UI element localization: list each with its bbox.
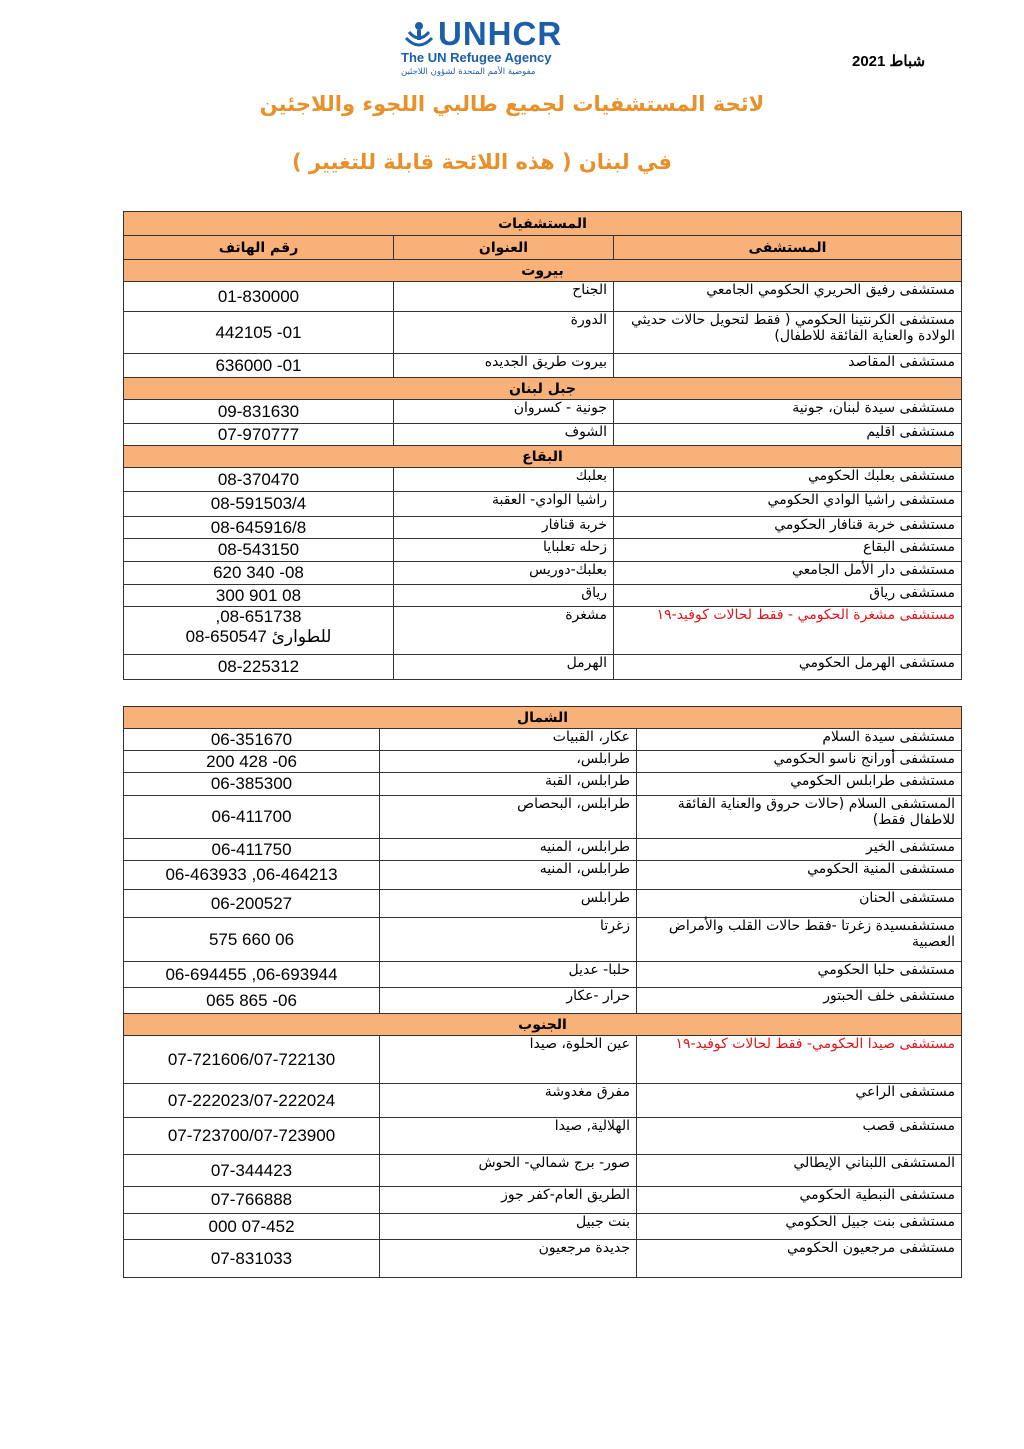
phone-cell	[124, 890, 380, 918]
phone-number: 06 660 575	[208, 929, 295, 949]
address-cell: مفرق مغدوشة	[380, 1084, 637, 1118]
section-title: الشمال	[124, 707, 962, 729]
hospital-name-cell: مستشفى النبطية الحكومي	[637, 1187, 962, 1214]
phone-cell	[124, 517, 394, 539]
address-cell: زغرتا	[380, 918, 637, 962]
section-row	[124, 446, 962, 468]
address-cell: زحله تعلبايا	[394, 539, 614, 562]
phone-number: 06- 428 200	[206, 751, 297, 771]
address-cell: عكار، القبيات	[380, 729, 637, 751]
phone-cell	[124, 861, 380, 890]
phone-number: 07-970777	[217, 424, 300, 444]
table-row	[124, 773, 962, 796]
phone-cell	[124, 796, 380, 839]
hospital-name-cell: مستشفى الحنان	[637, 890, 962, 918]
phone-number: 06-200527	[210, 893, 293, 913]
phone-number: 09-831630	[217, 401, 300, 421]
table-row	[124, 562, 962, 585]
section-title: جبل لبنان	[124, 378, 962, 400]
logo-wordmark: UNHCR	[438, 15, 563, 52]
address-cell: الطريق العام-كفر جوز	[380, 1187, 637, 1214]
address-cell: الشوف	[394, 424, 614, 446]
phone-number: 08-651738,	[215, 607, 302, 626]
phone-number: 08-591503/4	[210, 494, 307, 513]
phone-cell	[124, 1084, 380, 1118]
hospital-name-cell: مستشفى رياق	[614, 585, 962, 607]
hospital-name-cell: مستشفى اقليم	[614, 424, 962, 446]
phone-number: 08- 340 620	[213, 563, 304, 582]
section-row	[124, 260, 962, 282]
phone-cell	[124, 312, 394, 354]
phone-number: 06-385300	[210, 774, 293, 793]
table-row	[124, 1036, 962, 1084]
phone-number: 08-225312	[217, 657, 300, 676]
phone-number: 07-831033	[210, 1248, 293, 1268]
address-cell: مشغرة	[394, 607, 614, 655]
phone-number: 07-452 000	[208, 1216, 295, 1236]
hospital-name-cell: مستشفى المنية الحكومي	[637, 861, 962, 890]
unhcr-emblem-icon	[402, 18, 436, 52]
address-cell: طرابلس، المنيه	[380, 839, 637, 861]
table-row	[124, 312, 962, 354]
unhcr-logo	[398, 16, 578, 80]
phone-cell	[124, 962, 380, 988]
table-row	[124, 354, 962, 378]
hospital-name-cell: مستشفى بنت جبيل الحكومي	[637, 1214, 962, 1240]
address-cell: بيروت طريق الجديده	[394, 354, 614, 378]
phone-number: 08-645916/8	[210, 517, 307, 537]
address-cell: الجناح	[394, 282, 614, 312]
phone-number: 06-351670	[210, 729, 293, 749]
phone-cell	[124, 655, 394, 680]
phone-cell	[124, 1187, 380, 1214]
table-row	[124, 729, 962, 751]
table-row	[124, 400, 962, 424]
document-date: شباط 2021	[852, 53, 926, 70]
hospital-name-cell: مستشفى الكرنتينا الحكومي ( فقط لتحويل حالات حديثي الولادة والعناية الفائقة للاطفال)	[614, 312, 962, 354]
hospital-name-cell: مستشفى المقاصد	[614, 354, 962, 378]
table-caption: المستشفيات	[124, 212, 962, 236]
phone-cell	[124, 492, 394, 517]
document-title: لائحة المستشفيات لجميع طالبي اللجوء واللاجئين	[259, 92, 765, 116]
column-header-phone: رقم الهاتف	[124, 236, 394, 260]
phone-number: 07-344423	[210, 1160, 293, 1180]
phone-number: 06-693944, 06-694455	[165, 964, 338, 984]
address-cell: حلبا- عديل	[380, 962, 637, 988]
hospital-name-cell: مستشفى سيدة السلام	[637, 729, 962, 751]
section-row	[124, 707, 962, 729]
column-header-hospital: المستشفى	[614, 236, 962, 260]
phone-cell	[124, 918, 380, 962]
hospital-name-cell: مستشفى بعلبك الحكومي	[614, 468, 962, 492]
column-header-address: العنوان	[394, 236, 614, 260]
table-row	[124, 468, 962, 492]
table-row	[124, 796, 962, 839]
phone-number: 06- 865 065	[206, 990, 297, 1010]
address-cell: طرابلس	[380, 890, 637, 918]
section-row	[124, 378, 962, 400]
table-row	[124, 988, 962, 1014]
address-cell: جديدة مرجعيون	[380, 1240, 637, 1278]
table-row	[124, 1155, 962, 1187]
phone-number: 01- 636000	[215, 355, 302, 375]
phone-cell	[124, 400, 394, 424]
hospital-name-cell: مستشفى سيدة لبنان، جونية	[614, 400, 962, 424]
phone-cell	[124, 988, 380, 1014]
phone-number: 08-543150	[217, 540, 300, 559]
phone-cell	[124, 539, 394, 562]
address-cell: حرار -عكار	[380, 988, 637, 1014]
section-row	[124, 1014, 962, 1036]
document-subtitle: في لبنان ( هذه اللائحة قابلة للتغيير )	[292, 150, 672, 174]
phone-number: 08 901 300	[215, 585, 302, 605]
table-row	[124, 918, 962, 962]
hospital-name-cell: مستشفىسيدة زغرتا -فقط حالات القلب والأمراض العصبية	[637, 918, 962, 962]
hospital-name-cell: مستشفى البقاع	[614, 539, 962, 562]
address-cell: رياق	[394, 585, 614, 607]
phone-cell	[124, 424, 394, 446]
phone-cell	[124, 839, 380, 861]
hospital-name-cell: مستشفى طرابلس الحكومي	[637, 773, 962, 796]
table-row	[124, 1187, 962, 1214]
address-cell: راشيا الوادي- العقبة	[394, 492, 614, 517]
phone-number-emergency: 08-650547 للطوارئ	[185, 627, 332, 646]
table-row	[124, 492, 962, 517]
hospital-name-cell: مستشفى خلف الحبتور	[637, 988, 962, 1014]
table-row	[124, 424, 962, 446]
table-row	[124, 861, 962, 890]
phone-number: 07-723700/07-723900	[167, 1126, 336, 1145]
phone-cell	[124, 729, 380, 751]
address-cell: الهلالية, صيدا	[380, 1118, 637, 1155]
hospitals-table-1	[123, 211, 962, 680]
hospital-name-cell: مستشفى الراعي	[637, 1084, 962, 1118]
address-cell: عين الحلوة، صيدا	[380, 1036, 637, 1084]
logo-arabic-subtitle: مفوضية الأمم المتحدة لشؤون اللاجئين	[401, 67, 536, 77]
table-row	[124, 282, 962, 312]
address-cell: جونية - كسروان	[394, 400, 614, 424]
table-row	[124, 890, 962, 918]
phone-cell	[124, 1240, 380, 1278]
table-row	[124, 539, 962, 562]
phone-cell	[124, 1214, 380, 1240]
address-cell: صور- برج شمالي- الحوش	[380, 1155, 637, 1187]
hospital-name-cell: مستشفى راشيا الوادي الحكومي	[614, 492, 962, 517]
table-row	[124, 1214, 962, 1240]
table-row	[124, 1240, 962, 1278]
address-cell: خربة قنافار	[394, 517, 614, 539]
address-cell: طرابلس، المنيه	[380, 861, 637, 890]
address-cell: الدورة	[394, 312, 614, 354]
phone-cell	[124, 354, 394, 378]
address-cell: طرابلس، القبة	[380, 773, 637, 796]
phone-number: 07-721606/07-722130	[167, 1049, 336, 1069]
section-title: الجنوب	[124, 1014, 962, 1036]
table-row	[124, 517, 962, 539]
phone-cell	[124, 607, 394, 655]
phone-cell	[124, 751, 380, 773]
hospital-name-cell: مستشفى خربة قنافار الحكومي	[614, 517, 962, 539]
hospital-name-cell: مستشفى الهرمل الحكومي	[614, 655, 962, 680]
table-row	[124, 962, 962, 988]
phone-number: 06-464213, 06-463933	[165, 865, 338, 884]
phone-cell	[124, 1155, 380, 1187]
hospital-name-cell: مستشفى مرجعيون الحكومي	[637, 1240, 962, 1278]
hospital-name-cell: المستشفى السلام (حالات حروق والعناية الفائقة للاطفال فقط)	[637, 796, 962, 839]
phone-number: 08-370470	[217, 469, 300, 489]
table-row	[124, 751, 962, 773]
address-cell: بعلبك-دوريس	[394, 562, 614, 585]
phone-number: 01-830000	[217, 286, 300, 306]
phone-cell	[124, 282, 394, 312]
table-row	[124, 655, 962, 680]
address-cell: الهرمل	[394, 655, 614, 680]
hospital-name-cell: مستشفى صيدا الحكومي- فقط لحالات كوفيد-١٩	[637, 1036, 962, 1084]
hospital-name-cell: مستشفى مشغرة الحكومي - فقط لحالات كوفيد-١٩	[614, 607, 962, 655]
table-row	[124, 1084, 962, 1118]
hospital-name-cell: مستشفى الخير	[637, 839, 962, 861]
address-cell: طرابلس، البحصاص	[380, 796, 637, 839]
table-row	[124, 585, 962, 607]
phone-cell	[124, 562, 394, 585]
phone-number: 06-411700	[211, 807, 292, 826]
table-row	[124, 607, 962, 655]
phone-cell	[124, 773, 380, 796]
hospital-name-cell: مستشفى أورانج ناسو الحكومي	[637, 751, 962, 773]
table-row	[124, 839, 962, 861]
hospital-name-cell: مستشفى رفيق الحريري الحكومي الجامعي	[614, 282, 962, 312]
section-title: بيروت	[124, 260, 962, 282]
address-cell: طرابلس،	[380, 751, 637, 773]
phone-number: 07-766888	[210, 1190, 293, 1209]
phone-number: 06-411750	[211, 839, 292, 859]
hospital-name-cell: المستشفى اللبناني الإيطالي	[637, 1155, 962, 1187]
hospital-name-cell: مستشفى دار الأمل الجامعي	[614, 562, 962, 585]
phone-cell	[124, 1118, 380, 1155]
hospital-name-cell: مستشفى قصب	[637, 1118, 962, 1155]
table-row	[124, 1118, 962, 1155]
phone-cell	[124, 468, 394, 492]
address-cell: بنت جبيل	[380, 1214, 637, 1240]
section-title: البقاع	[124, 446, 962, 468]
phone-number: 07-222023/07-222024	[167, 1090, 336, 1110]
hospitals-table-2	[123, 706, 962, 1278]
phone-number: 01- 442105	[215, 322, 302, 342]
logo-subtitle: The UN Refugee Agency	[401, 50, 552, 65]
address-cell: بعلبك	[394, 468, 614, 492]
phone-cell	[124, 585, 394, 607]
phone-cell	[124, 1036, 380, 1084]
hospital-name-cell: مستشفى حلبا الحكومي	[637, 962, 962, 988]
